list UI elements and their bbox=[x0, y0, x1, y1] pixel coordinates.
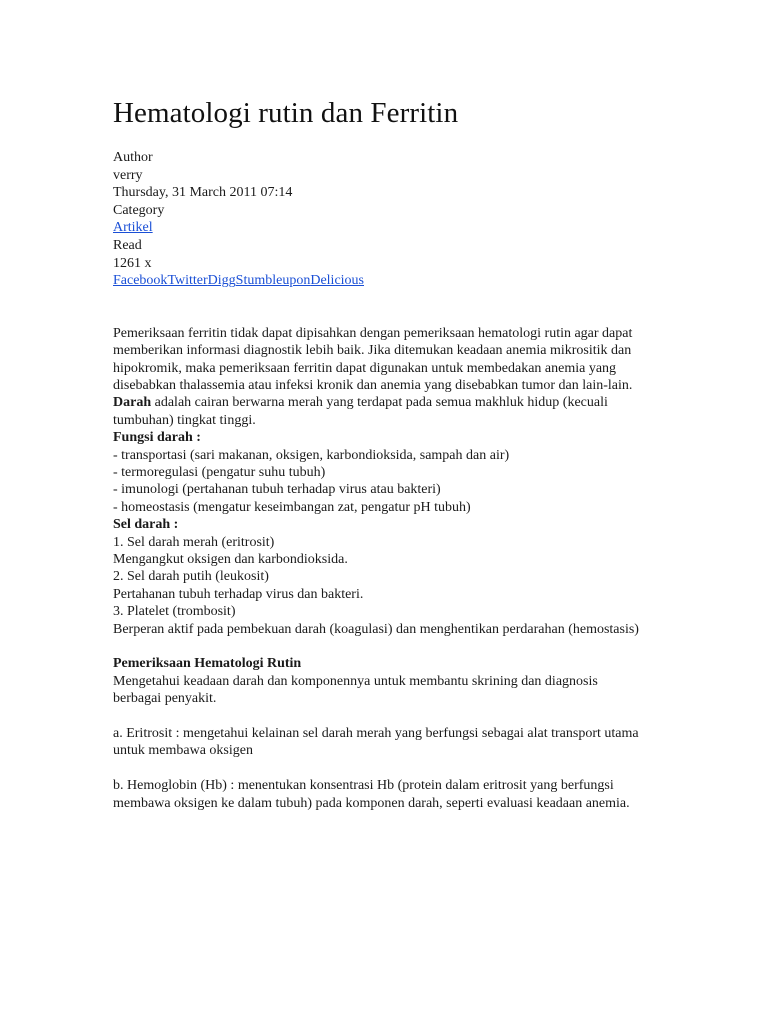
article-body bbox=[113, 325, 643, 812]
fungsi-item: - transportasi (sari makanan, oksigen, karbondioksida, sampah dan air) bbox=[113, 447, 510, 463]
author-label: Author bbox=[113, 150, 153, 165]
darah-description: adalah cairan berwarna merah yang terdapat pada semua makhluk hidup (kecuali tumbuhan) tingkat tinggi. bbox=[113, 395, 608, 428]
fungsi-item: - imunologi (pertahanan tubuh terhadap virus atau bakteri) bbox=[113, 482, 441, 498]
read-label: Read bbox=[113, 237, 142, 253]
darah-definition bbox=[113, 394, 643, 429]
hemoglobin-item: b. Hemoglobin (Hb) : menentukan konsentrasi Hb (protein dalam eritrosit yang berfungsi membawa oksigen ke dalam tubuh) pada komponen darah, seperti evaluasi keadaan anemia. bbox=[113, 778, 630, 811]
share-stumbleupon-link[interactable]: Stumbleupon bbox=[235, 273, 311, 289]
page-title: Hematologi rutin dan Ferritin bbox=[113, 97, 459, 129]
fungsi-heading: Fungsi darah : bbox=[113, 430, 201, 446]
share-facebook-link[interactable]: Facebook bbox=[113, 273, 168, 289]
share-digg-link[interactable]: Digg bbox=[207, 273, 236, 289]
sel-item: Pertahanan tubuh terhadap virus dan bakteri. bbox=[113, 586, 364, 602]
author-name: verry bbox=[113, 167, 143, 183]
publish-date: Thursday, 31 March 2011 07:14 bbox=[113, 185, 293, 201]
sel-heading: Sel darah : bbox=[113, 517, 179, 533]
rutin-description: Mengetahui keadaan darah dan komponennya untuk membantu skrining dan diagnosis berbagai penyakit. bbox=[113, 673, 598, 707]
share-links bbox=[113, 272, 643, 290]
rutin-heading: Pemeriksaan Hematologi Rutin bbox=[113, 656, 302, 672]
sel-item: 3. Platelet (trombosit) bbox=[113, 604, 236, 620]
darah-term: Darah bbox=[113, 395, 152, 411]
category-link[interactable]: Artikel bbox=[113, 220, 153, 236]
sel-item: 1. Sel darah merah (eritrosit) bbox=[113, 534, 275, 550]
article-meta bbox=[113, 149, 643, 290]
share-delicious-link[interactable]: Delicious bbox=[310, 273, 364, 289]
sel-item: Mengangkut oksigen dan karbondioksida. bbox=[113, 552, 348, 568]
intro-paragraph: Pemeriksaan ferritin tidak dapat dipisahkan dengan pemeriksaan hematologi rutin agar dapat memberikan informasi diagnostik lebih baik. Jika ditemukan keadaan anemia mikrositik dan hipokromik, maka pemeriksaan ferritin dapat digunakan untuk membedakan anemia yang disebabkan thalassemia atau infeksi kronik dan anemia yang disebabkan tumor dan lain-lain. bbox=[113, 325, 633, 393]
article bbox=[113, 96, 643, 812]
fungsi-item: - termoregulasi (pengatur suhu tubuh) bbox=[113, 465, 326, 480]
category-label: Category bbox=[113, 202, 165, 218]
sel-item: 2. Sel darah putih (leukosit) bbox=[113, 569, 269, 585]
fungsi-item: - homeostasis (mengatur keseimbangan zat, pengatur pH tubuh) bbox=[113, 499, 471, 515]
sel-item: Berperan aktif pada pembekuan darah (koagulasi) dan menghentikan perdarahan (hemostasis) bbox=[113, 621, 639, 637]
read-count: 1261 x bbox=[113, 255, 152, 271]
share-twitter-link[interactable]: Twitter bbox=[167, 273, 208, 289]
eritrosit-item: a. Eritrosit : mengetahui kelainan sel darah merah yang berfungsi sebagai alat transport utama untuk membawa oksigen bbox=[113, 726, 639, 759]
